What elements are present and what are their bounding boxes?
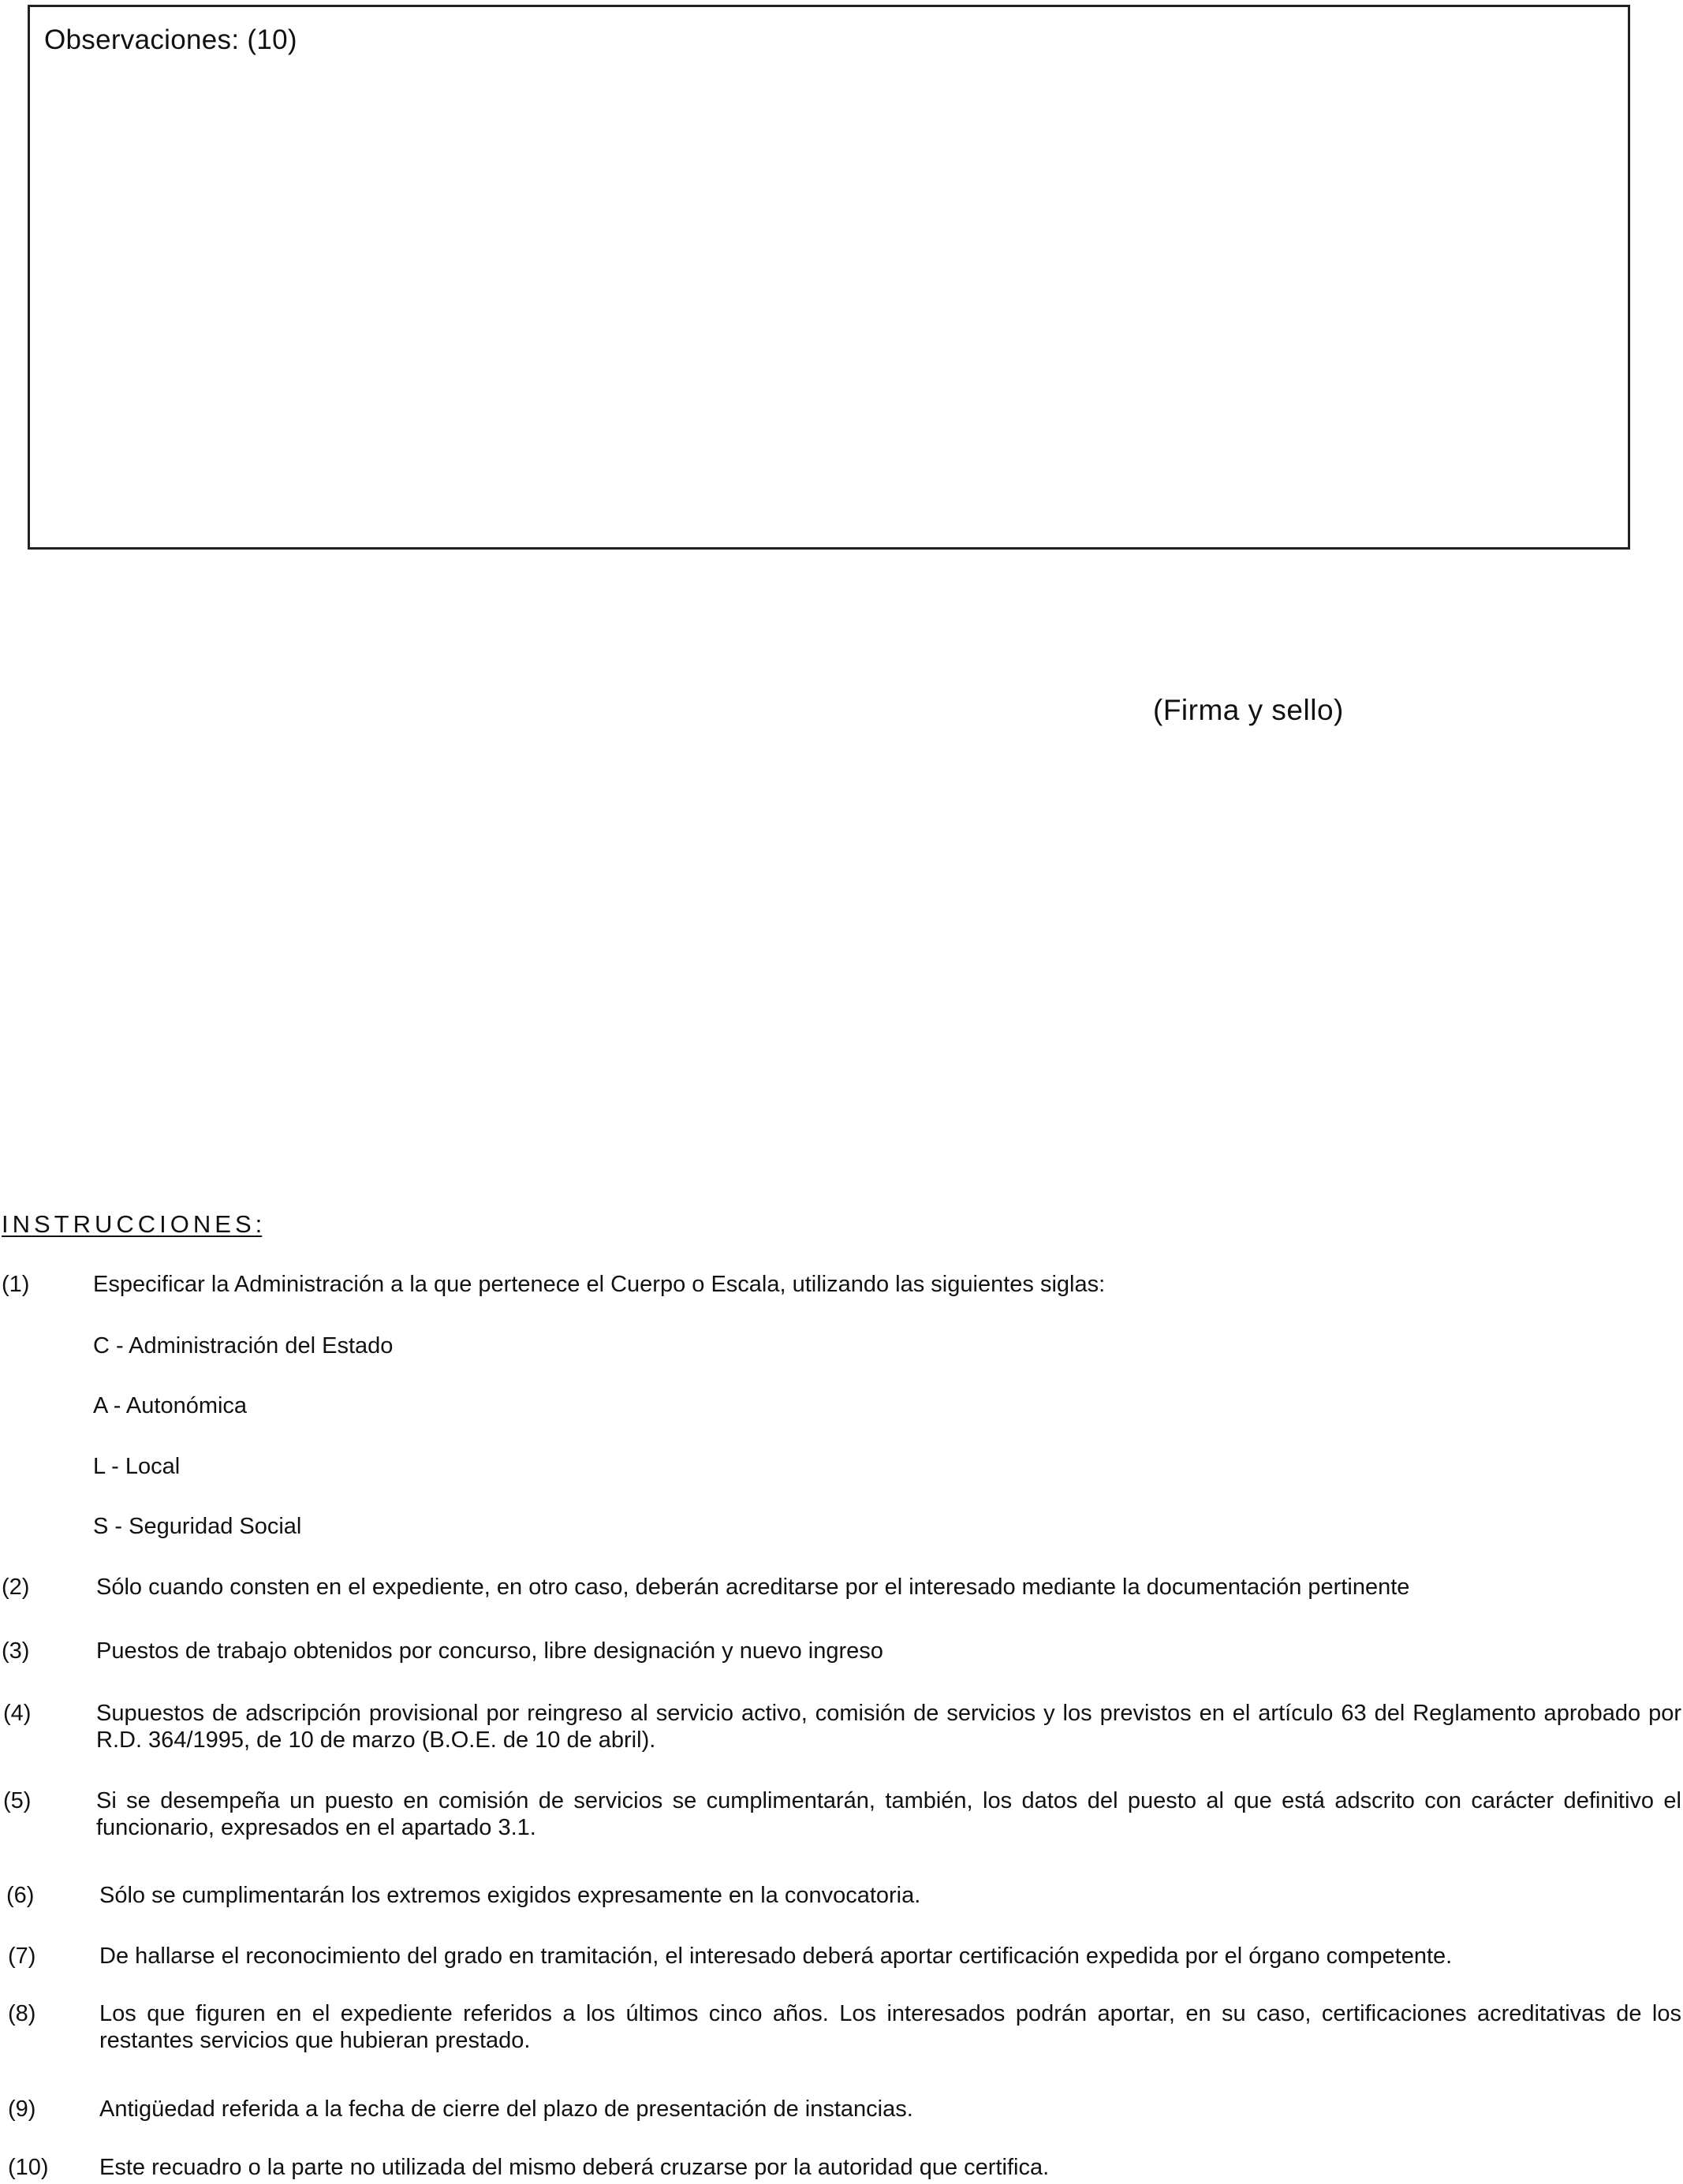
instruction-number: (7) [8,1944,36,1969]
instructions-heading [2,1210,262,1239]
instruction-number: (6) [6,1883,35,1908]
abbreviation-item [93,1513,882,1545]
instruction-item [0,1574,1683,1605]
instruction-item [0,1638,1683,1669]
instruction-item [0,2096,1683,2127]
instruction-number: (2) [2,1575,30,1600]
instruction-text: Antigüedad referida a la fecha de cierre del plazo de presentación de instancias. [99,2096,913,2122]
instruction-text: Los que figuren en el expediente referidos a los últimos cinco años. Los interesados podrán aportar, en su caso, certificaciones acreditativas de los restantes servicios que hubieran prestado. [99,2001,1681,2053]
instruction-number: (9) [8,2096,36,2122]
instruction-number: (5) [3,1788,32,1813]
instruction-text: Si se desempeña un puesto en comisión de servicios se cumplimentarán, también, los datos del puesto al que está adscrito con carácter definitivo el funcionario, expresados en el apartado 3.1. [96,1788,1681,1840]
instruction-number: (3) [2,1638,30,1664]
abbreviation-item [93,1332,882,1364]
instruction-text: Este recuadro o la parte no utilizada del mismo deberá cruzarse por la autoridad que certifica. [99,2155,1050,2180]
instructions-heading-colon: : [255,1210,263,1238]
instruction-text: Sólo se cumplimentarán los extremos exigidos expresamente en la convocatoria. [99,1883,921,1908]
instruction-number: (4) [3,1701,32,1726]
abbreviation-text: C - Administración del Estado [93,1333,394,1358]
abbreviation-item [93,1453,882,1485]
instruction-item [0,2000,1683,2060]
instruction-number: (10) [8,2155,49,2180]
instruction-item [0,1700,1683,1760]
instruction-number: (1) [2,1272,30,1297]
abbreviation-text: L - Local [93,1454,181,1479]
instruction-number: (8) [8,2001,36,2026]
instruction-item [0,1271,1683,1303]
abbreviation-text: A - Autonómica [93,1393,248,1418]
instruction-text: Puestos de trabajo obtenidos por concurso, libre designación y nuevo ingreso [96,1638,883,1664]
instruction-text: Supuestos de adscripción provisional por reingreso al servicio activo, comisión de servicios y los previstos en el artículo 63 del Reglamento aprobado por R.D. 364/1995, de 10 de marzo (B.O.E. de 10 de abril). [96,1701,1681,1753]
instruction-text: Sólo cuando consten en el expediente, en otro caso, deberán acreditarse por el interesado mediante la documentación pertinente [96,1575,1410,1600]
instruction-item [0,1787,1683,1847]
instruction-item [0,1943,1683,1974]
signature-label: (Firma y sello) [1153,694,1344,726]
observations-box [28,5,1630,550]
abbreviation-item [93,1392,882,1424]
instruction-text: De hallarse el reconocimiento del grado en tramitación, el interesado deberá aportar certificación expedida por el órgano competente. [99,1944,1453,1969]
instructions-heading-text: INSTRUCCIONES [2,1210,256,1238]
instruction-item [0,1882,1683,1914]
abbreviation-text: S - Seguridad Social [93,1514,302,1539]
observations-label: Observaciones: (10) [44,24,297,55]
instruction-item [0,2154,1683,2182]
instruction-text: Especificar la Administración a la que pertenece el Cuerpo o Escala, utilizando las siguientes siglas: [93,1272,1106,1297]
